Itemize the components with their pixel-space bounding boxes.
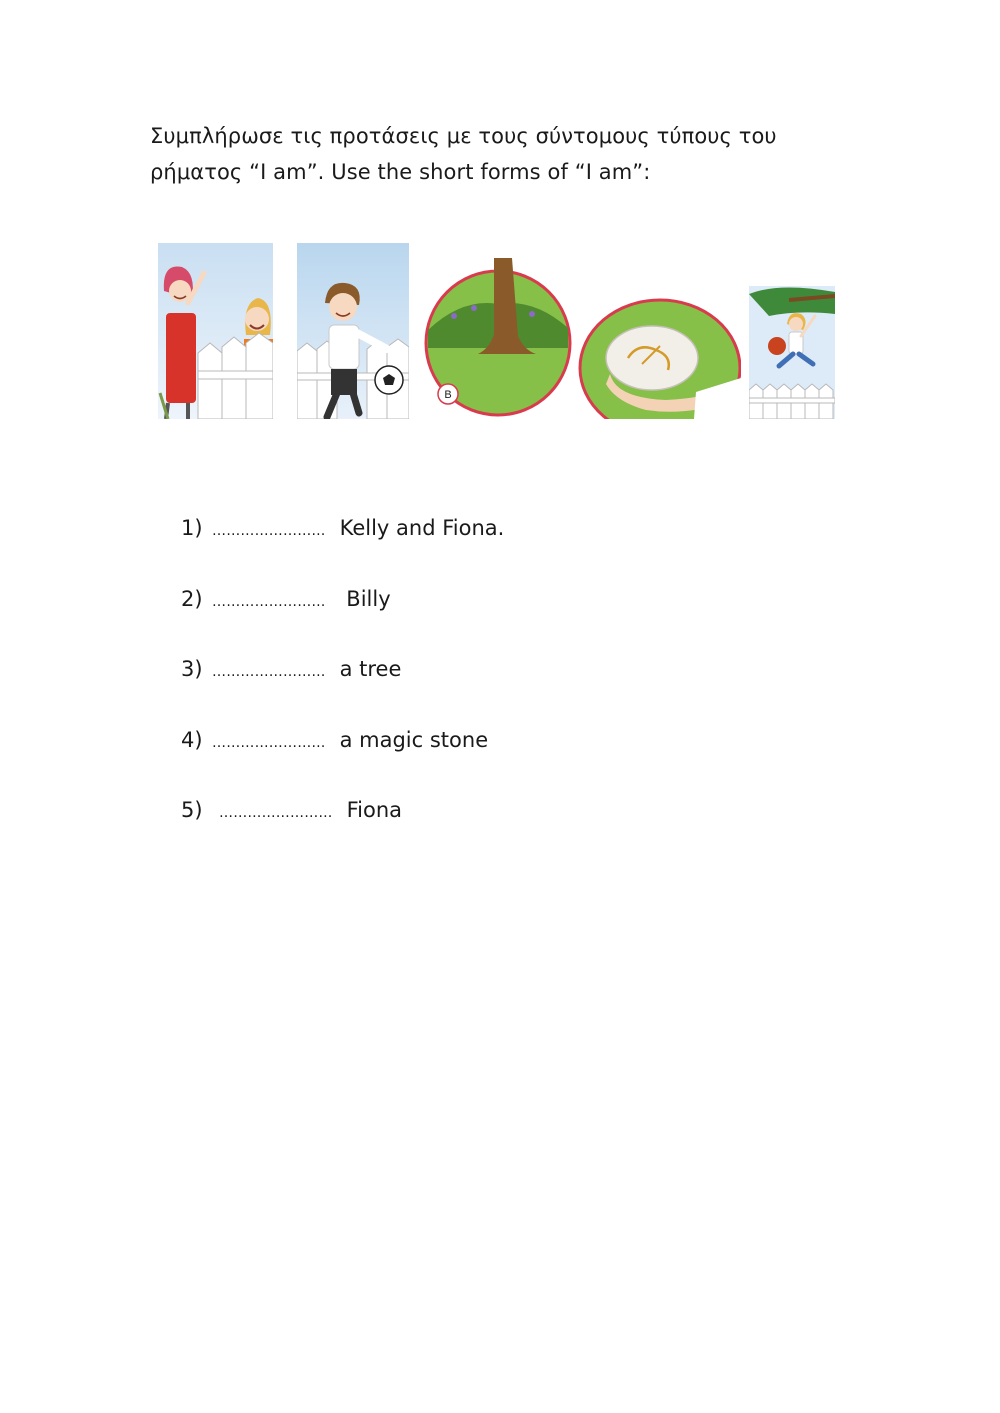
item-text: Billy bbox=[339, 587, 391, 611]
item-number: 3) bbox=[181, 657, 203, 681]
item-number: 2) bbox=[181, 587, 203, 611]
fiona-illustration bbox=[749, 286, 835, 419]
exercise-item-2 bbox=[181, 581, 391, 617]
item-text: a tree bbox=[339, 657, 402, 681]
picture-billy bbox=[297, 243, 409, 419]
item-text: a magic stone bbox=[339, 728, 489, 752]
answer-blank[interactable]: …………………… bbox=[212, 664, 326, 680]
picture-fiona bbox=[749, 286, 835, 419]
tree-illustration bbox=[414, 258, 576, 419]
instructions-line-2: ρήματος “I am”. Use the short forms of “I am”: bbox=[150, 160, 651, 184]
instructions-line-1: Συμπλήρωσε τις προτάσεις με τους σύντομους τύπους του bbox=[150, 124, 777, 148]
kelly-fiona-illustration bbox=[158, 243, 273, 419]
item-text: Fiona bbox=[346, 798, 403, 822]
exercise-item-1 bbox=[181, 510, 504, 546]
picture-tree bbox=[414, 258, 576, 419]
exercise-item-4 bbox=[181, 722, 488, 758]
billy-illustration bbox=[297, 243, 409, 419]
exercise-item-5 bbox=[181, 792, 402, 828]
answer-blank[interactable]: …………………… bbox=[212, 594, 326, 610]
magic-stone-illustration bbox=[576, 298, 741, 419]
item-number: 1) bbox=[181, 516, 203, 540]
item-number: 5) bbox=[181, 798, 203, 822]
tree-badge-letter: B bbox=[444, 389, 452, 401]
answer-blank[interactable]: …………………… bbox=[212, 523, 326, 539]
item-text: Kelly and Fiona. bbox=[339, 516, 505, 540]
answer-blank[interactable]: …………………… bbox=[219, 805, 333, 821]
instructions bbox=[150, 118, 850, 190]
answer-blank[interactable]: …………………… bbox=[212, 735, 326, 751]
picture-kelly-and-fiona bbox=[158, 243, 273, 419]
picture-magic-stone bbox=[576, 298, 741, 419]
item-number: 4) bbox=[181, 728, 203, 752]
exercise-item-3 bbox=[181, 651, 401, 687]
